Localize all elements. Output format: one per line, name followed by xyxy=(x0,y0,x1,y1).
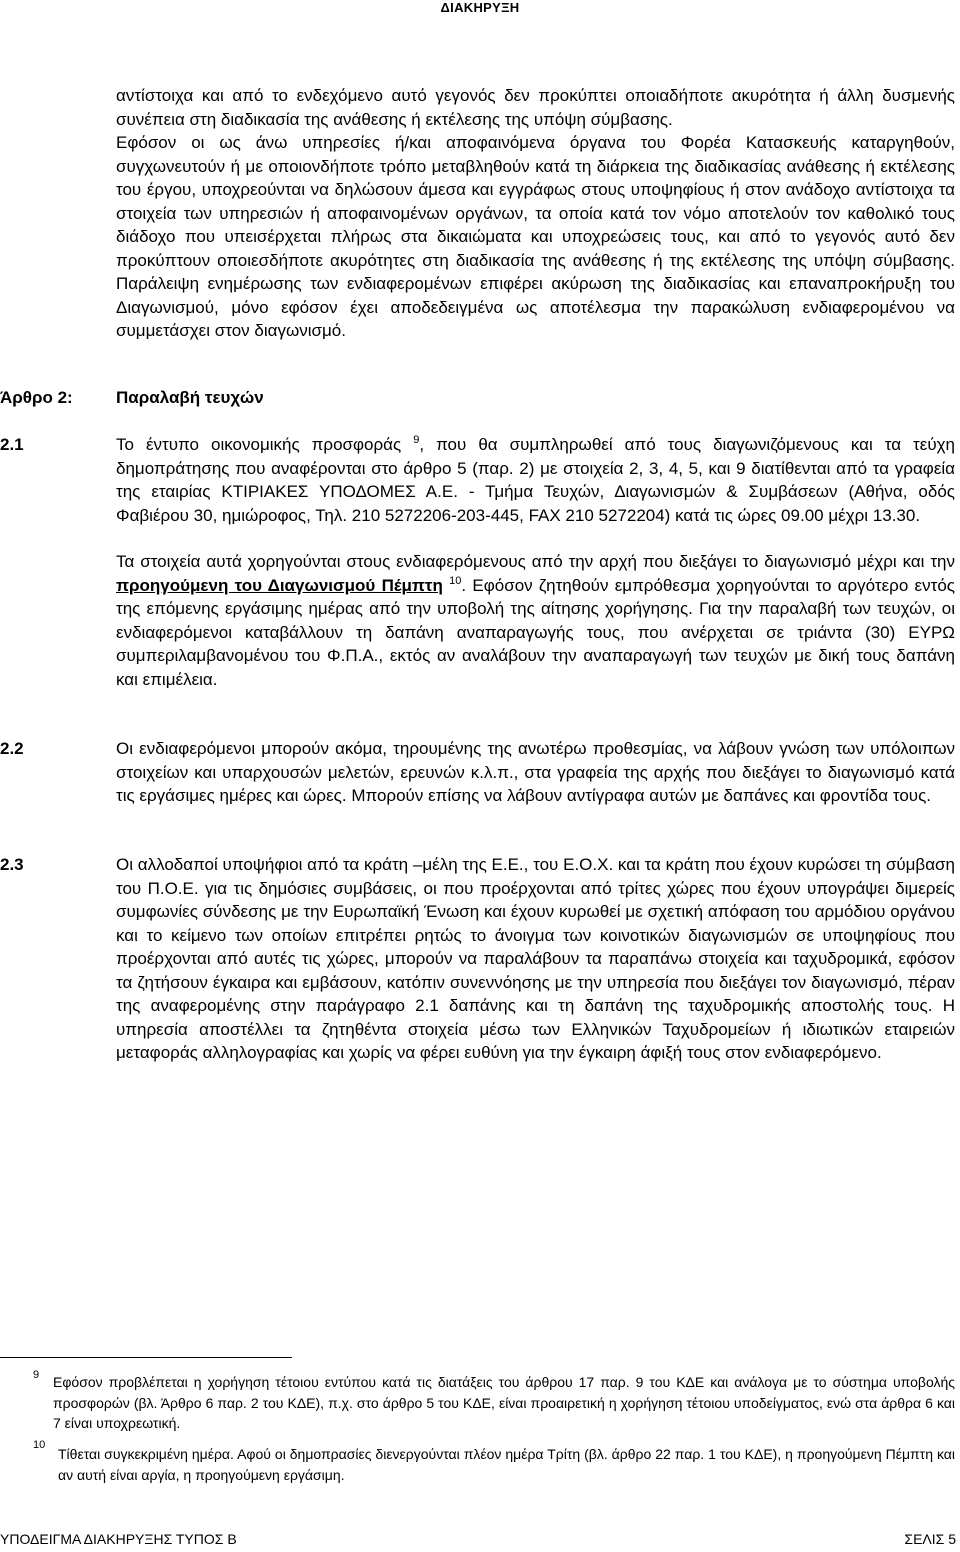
intro-paragraph-2: Εφόσον οι ως άνω υπηρεσίες ή/και αποφαινόμενα όργανα του Φορέα Κατασκευής καταργηθούν, συγχωνευτούν ή με οποιονδήποτε τρόπο μεταβληθούν κατά τη διάρκεια της διαδικασίας ανάθεσης ή εκτέλεσης του έργου, υποχρεούνται να δηλώσουν άμεσα και εγγράφως στους υποψηφίους ή στον ανάδοχο αντίστοιχα τα στοιχεία των υπηρεσιών ή αποφαινομένων οργάνων, τα οποία κατά τον νόμο αποτελούν τον καθολικό τους διάδοχο που υπεισέρχεται πλήρως στα δικαιώματα και υποχρεώσεις τους, και από το γεγονός αυτό δεν προκύπτουν οποιεσδήποτε ακυρότητες στη διαδικασία της ανάθεσης ή της εκτέλεσης της υπόψη σύμβασης. Παράλειψη ενημέρωσης των ενδιαφερομένων επιφέρει ακύρωση της διαδικασίας και επαναπροκήρυξη του Διαγωνισμού, μόνο εφόσον έχει αποδεδειγμένα ως αποτέλεσμα την παρακώλυση ενδιαφερομένου να συμμετάσχει στον διαγωνισμό. xyxy=(116,133,955,340)
section-2-1-text-b1: Τα στοιχεία αυτά χορηγούνται στους ενδιαφερόμενους από την αρχή που διεξάγει το διαγωνισμό μέχρι και την xyxy=(116,552,955,571)
footnote-separator xyxy=(0,1357,292,1358)
footnote-mark-10: 10 xyxy=(33,1439,46,1451)
section-2-2-paragraph: Οι ενδιαφερόμενοι μπορούν ακόμα, τηρουμένης της ανωτέρω προθεσμίας, να λάβουν γνώση των υπόλοιπων στοιχείων και υπαρχουσών μελετών, ερευνών κ.λ.π., στα γραφεία της αρχής που διεξάγει το διαγωνισμό κατά τις εργάσιμες ημέρες και ώρες. Μπορούν επίσης να λάβουν αντίγραφα αυτών με δαπάνες και φροντίδα τους. xyxy=(116,739,955,805)
section-2-1-paragraph-2 xyxy=(116,550,955,691)
article-label: Άρθρο 2: xyxy=(0,388,73,407)
section-number-2-1: 2.1 xyxy=(0,435,24,454)
footnote-mark-9: 9 xyxy=(33,1369,40,1381)
footer-document-title: ΥΠΟΔΕΙΓΜΑ ΔΙΑΚΗΡΥΞΗΣ ΤΥΠΟΣ Β xyxy=(0,1531,237,1547)
footnote-10-text: Τίθεται συγκεκριμένη ημέρα. Αφού οι δημοπρασίες διενεργούνται πλέον ημέρα Τρίτη (βλ. άρθρο 22 παρ. 1 του ΚΔΕ), η προηγούμενη Πέμπτη και αν αυτή είναι αργία, η προηγούμενη εργάσιμη. xyxy=(58,1446,955,1483)
footnote-ref-9: 9 xyxy=(413,434,420,446)
section-number-2-2: 2.2 xyxy=(0,739,24,758)
section-2-1-text-a1: Το έντυπο οικονομικής προσφοράς xyxy=(116,435,402,454)
footnote-ref-10: 10 xyxy=(449,574,462,587)
footnote-9-text: Εφόσον προβλέπεται η χορήγηση τέτοιου εντύπου κατά τις διατάξεις του άρθρου 17 παρ. 9 του ΚΔΕ και ανάλογα με το σύστημα υποβολής προσφορών (βλ. Άρθρο 6 παρ. 2 του ΚΔΕ), π.χ. στο άρθρο 5 του ΚΔΕ, είναι προαιρετική η χορήγηση τέτοιου υποδείγματος, ενώ στα άρθρα 6 και 7 είναι υποχρεωτική. xyxy=(53,1374,955,1431)
section-number-2-3: 2.3 xyxy=(0,855,24,874)
intro-paragraph-1: αντίστοιχα και από το ενδεχόμενο αυτό γεγονός δεν προκύπτει οποιαδήποτε ακυρότητα ή άλλη δυσμενής συνέπεια στη διαδικασία της ανάθεσης ή εκτέλεσης της υπόψη σύμβασης. xyxy=(116,86,955,129)
section-2-1-paragraph-1 xyxy=(116,433,955,527)
section-2-3-paragraph: Οι αλλοδαποί υποψήφιοι από τα κράτη –μέλη της Ε.Ε., του Ε.Ο.Χ. και τα κράτη που έχουν κυρώσει τη σύμβαση του Π.Ο.Ε. για τις δημόσιες συμβάσεις, οι που προέρχονται από τρίτες χώρες που έχουν υπογράψει διμερείς συμφωνίες σύνδεσης με την Ευρωπαϊκή Ένωση και έχουν κυρωθεί με σχετική απόφαση του αρμόδιου οργάνου και το κείμενο των οποίων επιτρέπει ρητώς το άνοιγμα των κοινοτικών διαγωνισμών σε υποψηφίους που προέρχονται από αυτές τις χώρες, μπορούν να παραλάβουν τα παραπάνω στοιχεία και ταχυδρομικά, εφόσον τα ζητήσουν έγκαιρα και εμβάσουν, κατόπιν συνεννόησης με την υπηρεσία που διεξάγει τον διαγωνισμό, πέραν της αναφερομένης στην παράγραφο 2.1 δαπάνης και τη δαπάνη της ταχυδρομικής αποστολής τους. Η υπηρεσία αποστέλλει τα ζητηθέντα στοιχεία μέσω των Ελληνικών Ταχυδρομείων ή ιδιωτικών εταιρειών μεταφοράς αλληλογραφίας και χωρίς να φέρει ευθύνη για την έγκαιρη άφιξή τους στον ενδιαφερόμενο. xyxy=(116,855,955,1062)
section-2-1-text-a2: , που θα συμπληρωθεί από τους διαγωνιζόμενους και τα τεύχη δημοπράτησης που αναφέρονται στο άρθρο 5 (παρ. 2) με στοιχεία 2, 3, 4, 5, και 9 διατίθενται από τα γραφεία της εταιρίας ΚΤΙΡΙΑΚΕΣ ΥΠΟΔΟΜΕΣ Α.Ε. - Τμήμα Τευχών, Διαγωνισμών & Συμβάσεων (Αθήνα, οδός Φαβιέρου 30, ημιώροφος, Τηλ. 210 5272206-203-445, FAX 210 5272204) κατά τις ώρες 09.00 μέχρι 13.30. xyxy=(116,435,956,525)
section-2-1-underlined-date: προηγούμενη του Διαγωνισμού Πέμπτη xyxy=(116,575,443,595)
footer-page-number: ΣΕΛΙΣ 5 xyxy=(904,1531,956,1547)
page-header-title: ΔΙΑΚΗΡΥΞΗ xyxy=(440,0,520,15)
section-2-1-text-b2: . Εφόσον ζητηθούν εμπρόθεσμα χορηγούνται το αργότερο εντός της επόμενης εργάσιμης ημέρας από την υποβολή της αίτησης χορήγησης. Για την παραλαβή των τευχών, οι ενδιαφερόμενοι καταβάλλουν τη δαπάνη αναπαραγωγής τους, που ανέρχεται σε τριάντα (30) ΕΥΡΩ συμπεριλαμβανομένου του Φ.Π.Α., εκτός αν αναλάβουν την αναπαραγωγή των τευχών με δική τους δαπάνη και επιμέλεια. xyxy=(116,575,955,689)
article-title: Παραλαβή τευχών xyxy=(116,388,264,407)
